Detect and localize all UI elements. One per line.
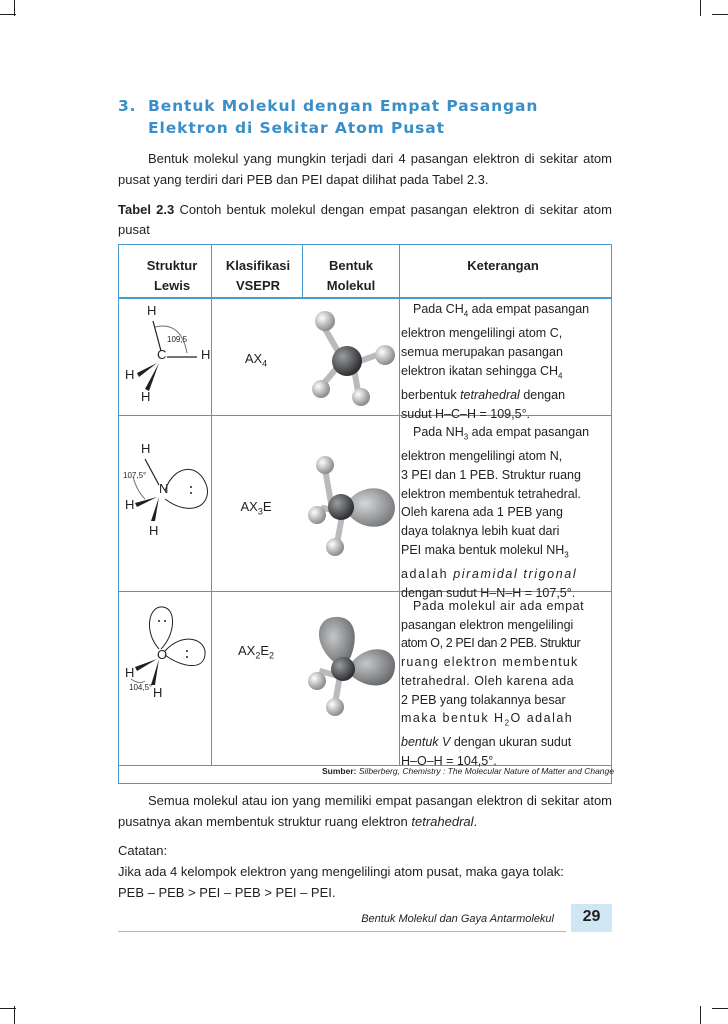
molecule-table <box>118 244 612 784</box>
footer-rule <box>118 904 566 932</box>
table-caption-text: Contoh bentuk molekul dengan empat pasangan elektron di sekitar atom pusat <box>118 202 612 237</box>
model-h2o <box>305 611 397 721</box>
ch4-h-bottom: H <box>141 389 151 404</box>
ket-nh3 <box>401 423 603 602</box>
model-h2o-h2 <box>326 698 344 716</box>
model-h2o-svg <box>305 611 397 721</box>
th-bentuk <box>306 256 396 296</box>
nh3-h-bottom: H <box>149 523 159 538</box>
page-number-box <box>571 904 612 932</box>
ch4-h-top: H <box>147 303 157 318</box>
lewis-ch4 <box>123 305 209 411</box>
table-caption <box>118 200 612 240</box>
model-ch4-h2 <box>375 345 395 365</box>
ket-h2o <box>401 597 603 771</box>
col-divider-2a <box>302 245 303 297</box>
table-source <box>170 766 614 776</box>
col-divider-1a <box>211 245 212 415</box>
ket-h2o-l5: tetrahedral. Oleh karena ada <box>401 673 575 688</box>
note-block <box>118 840 612 903</box>
model-h2o-h1 <box>308 672 326 690</box>
table-header <box>120 246 610 298</box>
nh3-h-left: H <box>125 497 135 512</box>
h2o-h-bottom: H <box>153 685 163 700</box>
col-divider-1c <box>211 591 212 765</box>
ket-nh3-l3: 3 PEI dan 1 PEB. Struktur ruang <box>401 467 581 482</box>
lewis-nh3-bonds <box>123 441 209 561</box>
closing-paragraph <box>118 790 612 832</box>
closing-text-a: Semua molekul atau ion yang memiliki empat pasangan elektron di sekitar atom pusatnya akan membentuk struktur ruang elektron <box>118 793 612 829</box>
model-h2o-o <box>331 657 355 681</box>
ket-nh3-l7: PEI maka bentuk molekul $NH_3$ <box>401 542 569 560</box>
h2o-o: O <box>157 647 168 662</box>
th-vsepr-line1: Klasifikasi <box>225 258 291 273</box>
ket-nh3-l1: Pada $NH_3$ ada empat pasangan <box>413 425 590 442</box>
crop-mark-br-h <box>712 1008 728 1009</box>
h2o-angle: 104,5° <box>129 683 153 692</box>
lewis-h2o <box>123 601 209 711</box>
model-ch4-h1 <box>315 311 335 331</box>
header-divider <box>119 297 611 299</box>
model-nh3 <box>307 453 397 563</box>
section-title: Bentuk Molekul dengan Empat Pasangan Elektron di Sekitar Atom Pusat <box>148 97 539 137</box>
klas-ax2e2-sub: 2 <box>255 650 261 661</box>
ket-h2o-l7: maka bentuk $H_2O$ adalah <box>401 711 574 728</box>
klas-ax3e-sub: 3 <box>257 506 263 517</box>
klas-ax4-sub: 4 <box>262 358 268 369</box>
model-ch4-svg <box>307 309 395 409</box>
th-lewis-line1: Struktur <box>146 258 198 273</box>
nh3-n: N <box>159 481 169 496</box>
ket-h2o-l4: ruang elektron membentuk <box>401 655 579 670</box>
ket-ch4-l4: elektron ikatan sehingga $CH_4$ <box>401 363 563 381</box>
h2o-h-left: H <box>125 665 135 680</box>
ket-nh3-l8: adalah piramidal trigonal <box>401 566 578 581</box>
th-lewis-line2: Lewis <box>153 278 191 293</box>
model-nh3-h3 <box>326 538 344 556</box>
note-line1: Jika ada 4 kelompok elektron yang mengelilingi atom pusat, maka gaya tolak: <box>118 864 564 879</box>
klas-ax2e2 <box>211 643 301 661</box>
klas-ax2e2-sub2: 2 <box>269 650 275 661</box>
model-ch4-h3 <box>312 380 330 398</box>
ket-h2o-l6: 2 PEB yang tolakannya besar <box>401 692 566 707</box>
intro-paragraph <box>118 148 612 190</box>
crop-mark-bl-h <box>0 1008 16 1009</box>
ket-h2o-l9: H–O–H = 104,5°. <box>401 754 497 769</box>
ket-h2o-l1: Pada molekul air ada empat <box>413 599 585 613</box>
ket-nh3-l9: dengan sudut H–N–H = 107,5°. <box>401 585 576 600</box>
th-keterangan: Keterangan <box>467 258 539 273</box>
nh3-h-top: H <box>141 441 151 456</box>
model-ch4-h4 <box>352 388 370 406</box>
ket-h2o-l3: atom O, 2 PEI dan 2 PEB. Struktur <box>401 636 581 651</box>
ket-nh3-l2: elektron mengelilingi atom N, <box>401 449 563 464</box>
source-label: Sumber: <box>322 766 357 776</box>
th-lewis <box>132 256 212 296</box>
klas-ax4 <box>211 351 301 369</box>
ket-ch4-l6: sudut H–C–H = 109,5°. <box>401 406 531 421</box>
ket-nh3-l6: daya tolaknya lebih kuat dari <box>401 524 560 539</box>
ket-nh3-l5: Oleh karena ada 1 PEB yang <box>401 505 563 520</box>
page-number: 29 <box>582 908 601 925</box>
ket-ch4-l1: Pada $CH_4$ ada empat pasangan <box>413 302 590 319</box>
model-ch4-c <box>332 346 362 376</box>
nh3-angle: 107,5° <box>123 471 147 480</box>
model-nh3-svg <box>307 453 397 563</box>
klas-ax2e2-tail: E <box>260 643 269 658</box>
closing-text-b: . <box>473 814 478 829</box>
table-caption-label: Tabel 2.3 <box>118 202 175 217</box>
footer-chapter: Bentuk Molekul dan Gaya Antarmolekul <box>361 913 554 925</box>
note-label: Catatan: <box>118 843 168 858</box>
ket-h2o-l2: pasangan elektron mengelilingi <box>401 617 574 632</box>
klas-ax4-base: AX <box>244 351 263 366</box>
section-number: 3. <box>118 97 137 115</box>
ch4-angle: 109,5 <box>167 335 188 344</box>
ket-ch4-l3: semua merupakan pasangan <box>401 344 563 359</box>
ch4-h-left: H <box>125 367 135 382</box>
ket-h2o-l8: bentuk V dengan ukuran sudut <box>401 735 572 750</box>
model-ch4 <box>307 309 395 409</box>
th-bentuk-line2: Molekul <box>326 278 376 293</box>
th-vsepr <box>214 256 302 296</box>
crop-mark-tr-v <box>700 0 701 16</box>
closing-text-italic: tetrahedral <box>411 814 474 829</box>
ket-nh3-l4: elektron membentuk tetrahedral. <box>401 486 581 501</box>
page-footer <box>118 904 612 932</box>
ket-ch4-l2: elektron mengelilingi atom C, <box>401 326 563 341</box>
note-line2: PEB – PEB > PEI – PEB > PEI – PEI. <box>118 885 336 900</box>
lewis-nh3 <box>123 441 209 561</box>
klas-ax3e-base: AX <box>240 499 258 514</box>
crop-mark-tl-h <box>0 14 16 15</box>
source-text: Silberberg, Chemistry : The Molecular Nature of Matter and Change <box>358 766 614 776</box>
th-vsepr-line2: VSEPR <box>235 278 281 293</box>
crop-mark-tr-h <box>712 14 728 15</box>
col-divider-3 <box>399 245 400 765</box>
ket-ch4-l5: berbentuk tetrahedral dengan <box>401 387 566 402</box>
ket-ch4 <box>401 300 603 423</box>
th-bentuk-line1: Bentuk <box>328 258 374 273</box>
intro-text: Bentuk molekul yang mungkin terjadi dari 4 pasangan elektron di sekitar atom pusat yang terdiri dari PEB dan PEI dapat dilihat pada Tabel 2.3. <box>118 151 612 187</box>
model-nh3-h2 <box>308 506 326 524</box>
model-nh3-h1 <box>316 456 334 474</box>
klas-ax3e-tail: E <box>262 499 272 514</box>
klas-ax2e2-base: AX <box>237 643 256 658</box>
ch4-c: C <box>157 347 167 362</box>
crop-mark-br-v <box>700 1006 701 1024</box>
ch4-h-right: H <box>201 347 211 362</box>
klas-ax3e <box>211 499 301 517</box>
model-nh3-n <box>328 494 354 520</box>
